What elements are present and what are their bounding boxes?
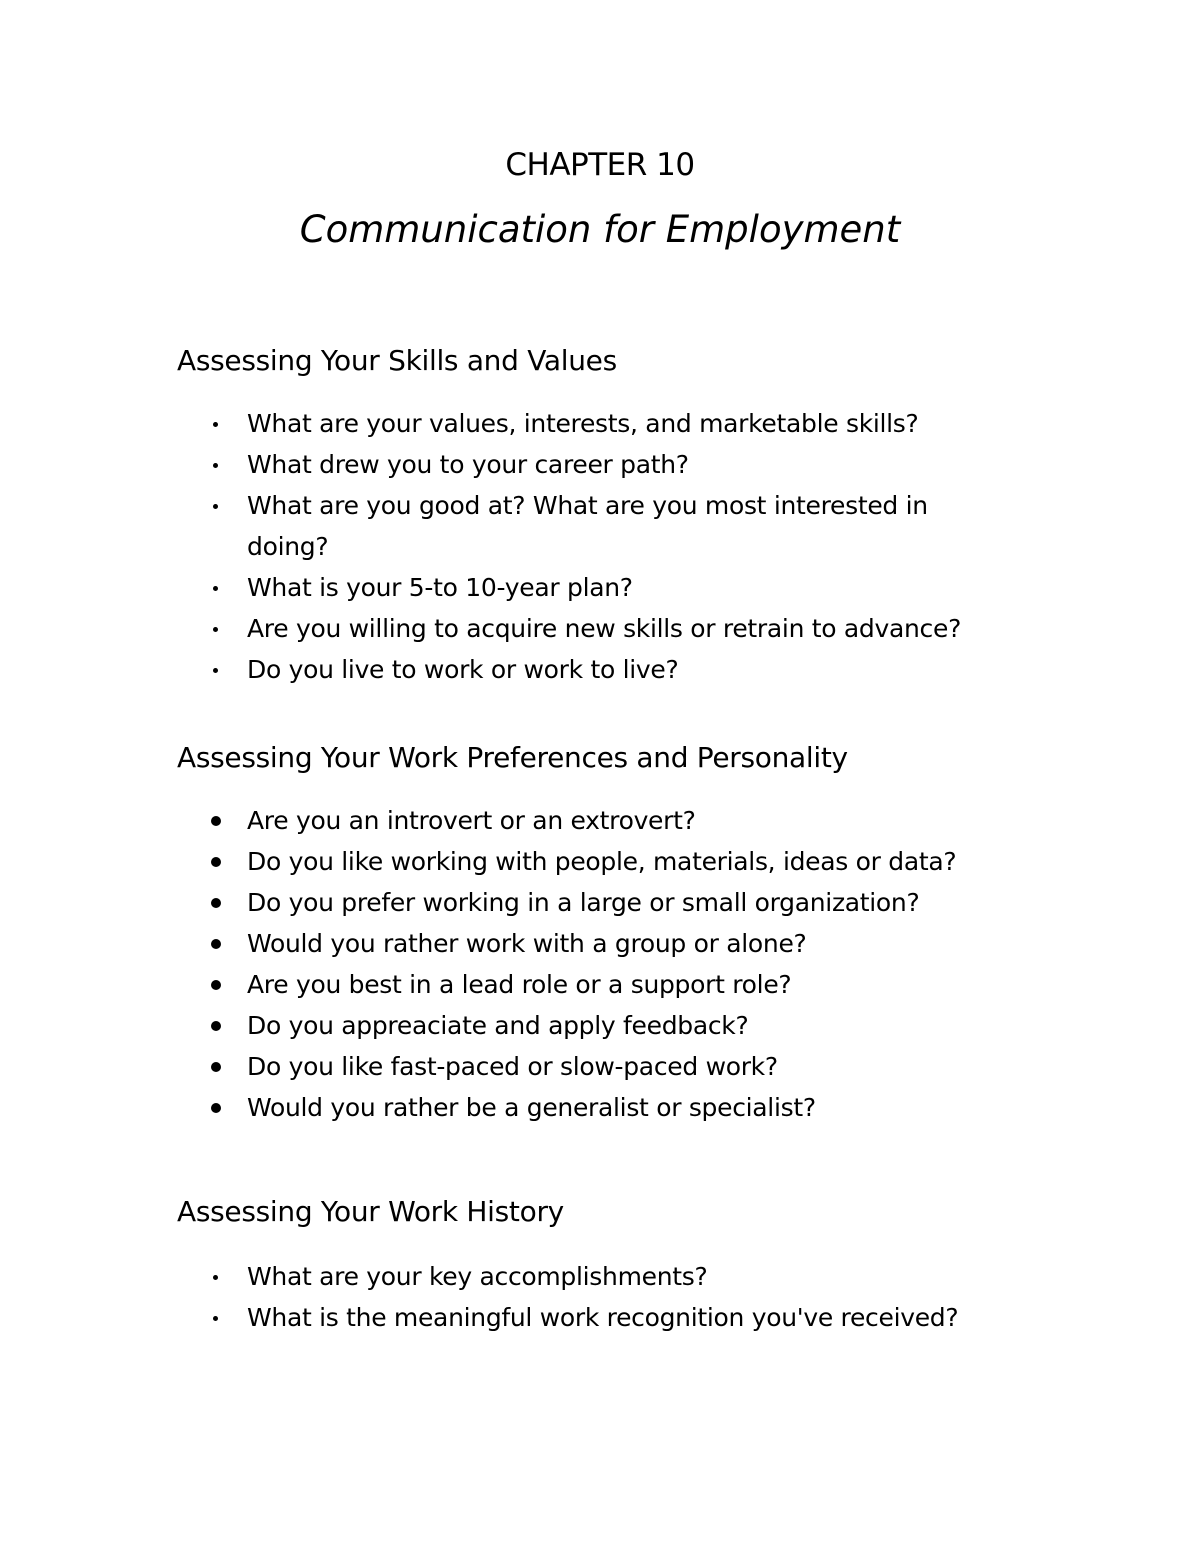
bullet-icon — [213, 1316, 218, 1321]
list-item — [177, 964, 1007, 1005]
list-item — [177, 485, 1007, 567]
section-heading: Assessing Your Skills and Values — [177, 344, 617, 377]
list-item-text: What drew you to your career path? — [247, 450, 689, 479]
list-item — [177, 882, 1007, 923]
section-skills-values — [177, 343, 1077, 690]
list-item-text: Are you willing to acquire new skills or retrain to advance? — [247, 614, 962, 643]
section-work-history — [177, 1194, 1077, 1338]
bullet-icon — [213, 586, 218, 591]
bullet-icon — [211, 980, 221, 990]
chapter-title: Communication for Employment — [299, 208, 901, 251]
list-item-text: Would you rather be a generalist or specialist? — [247, 1093, 816, 1122]
bullet-icon — [211, 816, 221, 826]
list-item-text: Do you appreaciate and apply feedback? — [247, 1011, 749, 1040]
section-work-preferences — [177, 740, 1077, 1128]
bullet-list — [177, 403, 1077, 690]
list-item — [177, 444, 1007, 485]
list-item-text: What are your key accomplishments? — [247, 1262, 708, 1291]
bullet-icon — [211, 1103, 221, 1113]
list-item — [177, 923, 1007, 964]
list-item-text: Are you an introvert or an extrovert? — [247, 806, 696, 835]
list-item-text: Are you best in a lead role or a support role? — [247, 970, 792, 999]
bullet-icon — [213, 1275, 218, 1280]
list-item-text: What is your 5-to 10-year plan? — [247, 573, 633, 602]
list-item — [177, 841, 1007, 882]
list-item-text: Do you like fast-paced or slow-paced work? — [247, 1052, 778, 1081]
list-item — [177, 1297, 1007, 1338]
list-item-text: What are your values, interests, and marketable skills? — [247, 409, 919, 438]
bullet-icon — [213, 463, 218, 468]
list-item — [177, 1046, 1007, 1087]
bullet-icon — [211, 1062, 221, 1072]
list-item — [177, 608, 1007, 649]
bullet-icon — [211, 857, 221, 867]
list-item — [177, 1087, 1007, 1128]
bullet-icon — [213, 422, 218, 427]
list-item-text: What are you good at? What are you most interested in doing? — [247, 491, 928, 561]
list-item — [177, 800, 1007, 841]
bullet-list — [177, 1256, 1077, 1338]
list-item — [177, 649, 1007, 690]
bullet-icon — [211, 939, 221, 949]
bullet-list — [177, 800, 1077, 1128]
bullet-icon — [211, 898, 221, 908]
bullet-icon — [213, 627, 218, 632]
list-item-text: Do you live to work or work to live? — [247, 655, 679, 684]
bullet-icon — [213, 668, 218, 673]
list-item-text: Do you prefer working in a large or small organization? — [247, 888, 920, 917]
list-item — [177, 403, 1007, 444]
list-item — [177, 1256, 1007, 1297]
chapter-label: CHAPTER 10 — [505, 147, 695, 183]
section-heading: Assessing Your Work Preferences and Personality — [177, 741, 848, 774]
list-item-text: Would you rather work with a group or alone? — [247, 929, 807, 958]
list-item-text: What is the meaningful work recognition you've received? — [247, 1303, 959, 1332]
bullet-icon — [211, 1021, 221, 1031]
bullet-icon — [213, 504, 218, 509]
list-item — [177, 567, 1007, 608]
section-heading: Assessing Your Work History — [177, 1195, 564, 1228]
list-item — [177, 1005, 1007, 1046]
list-item-text: Do you like working with people, materials, ideas or data? — [247, 847, 957, 876]
